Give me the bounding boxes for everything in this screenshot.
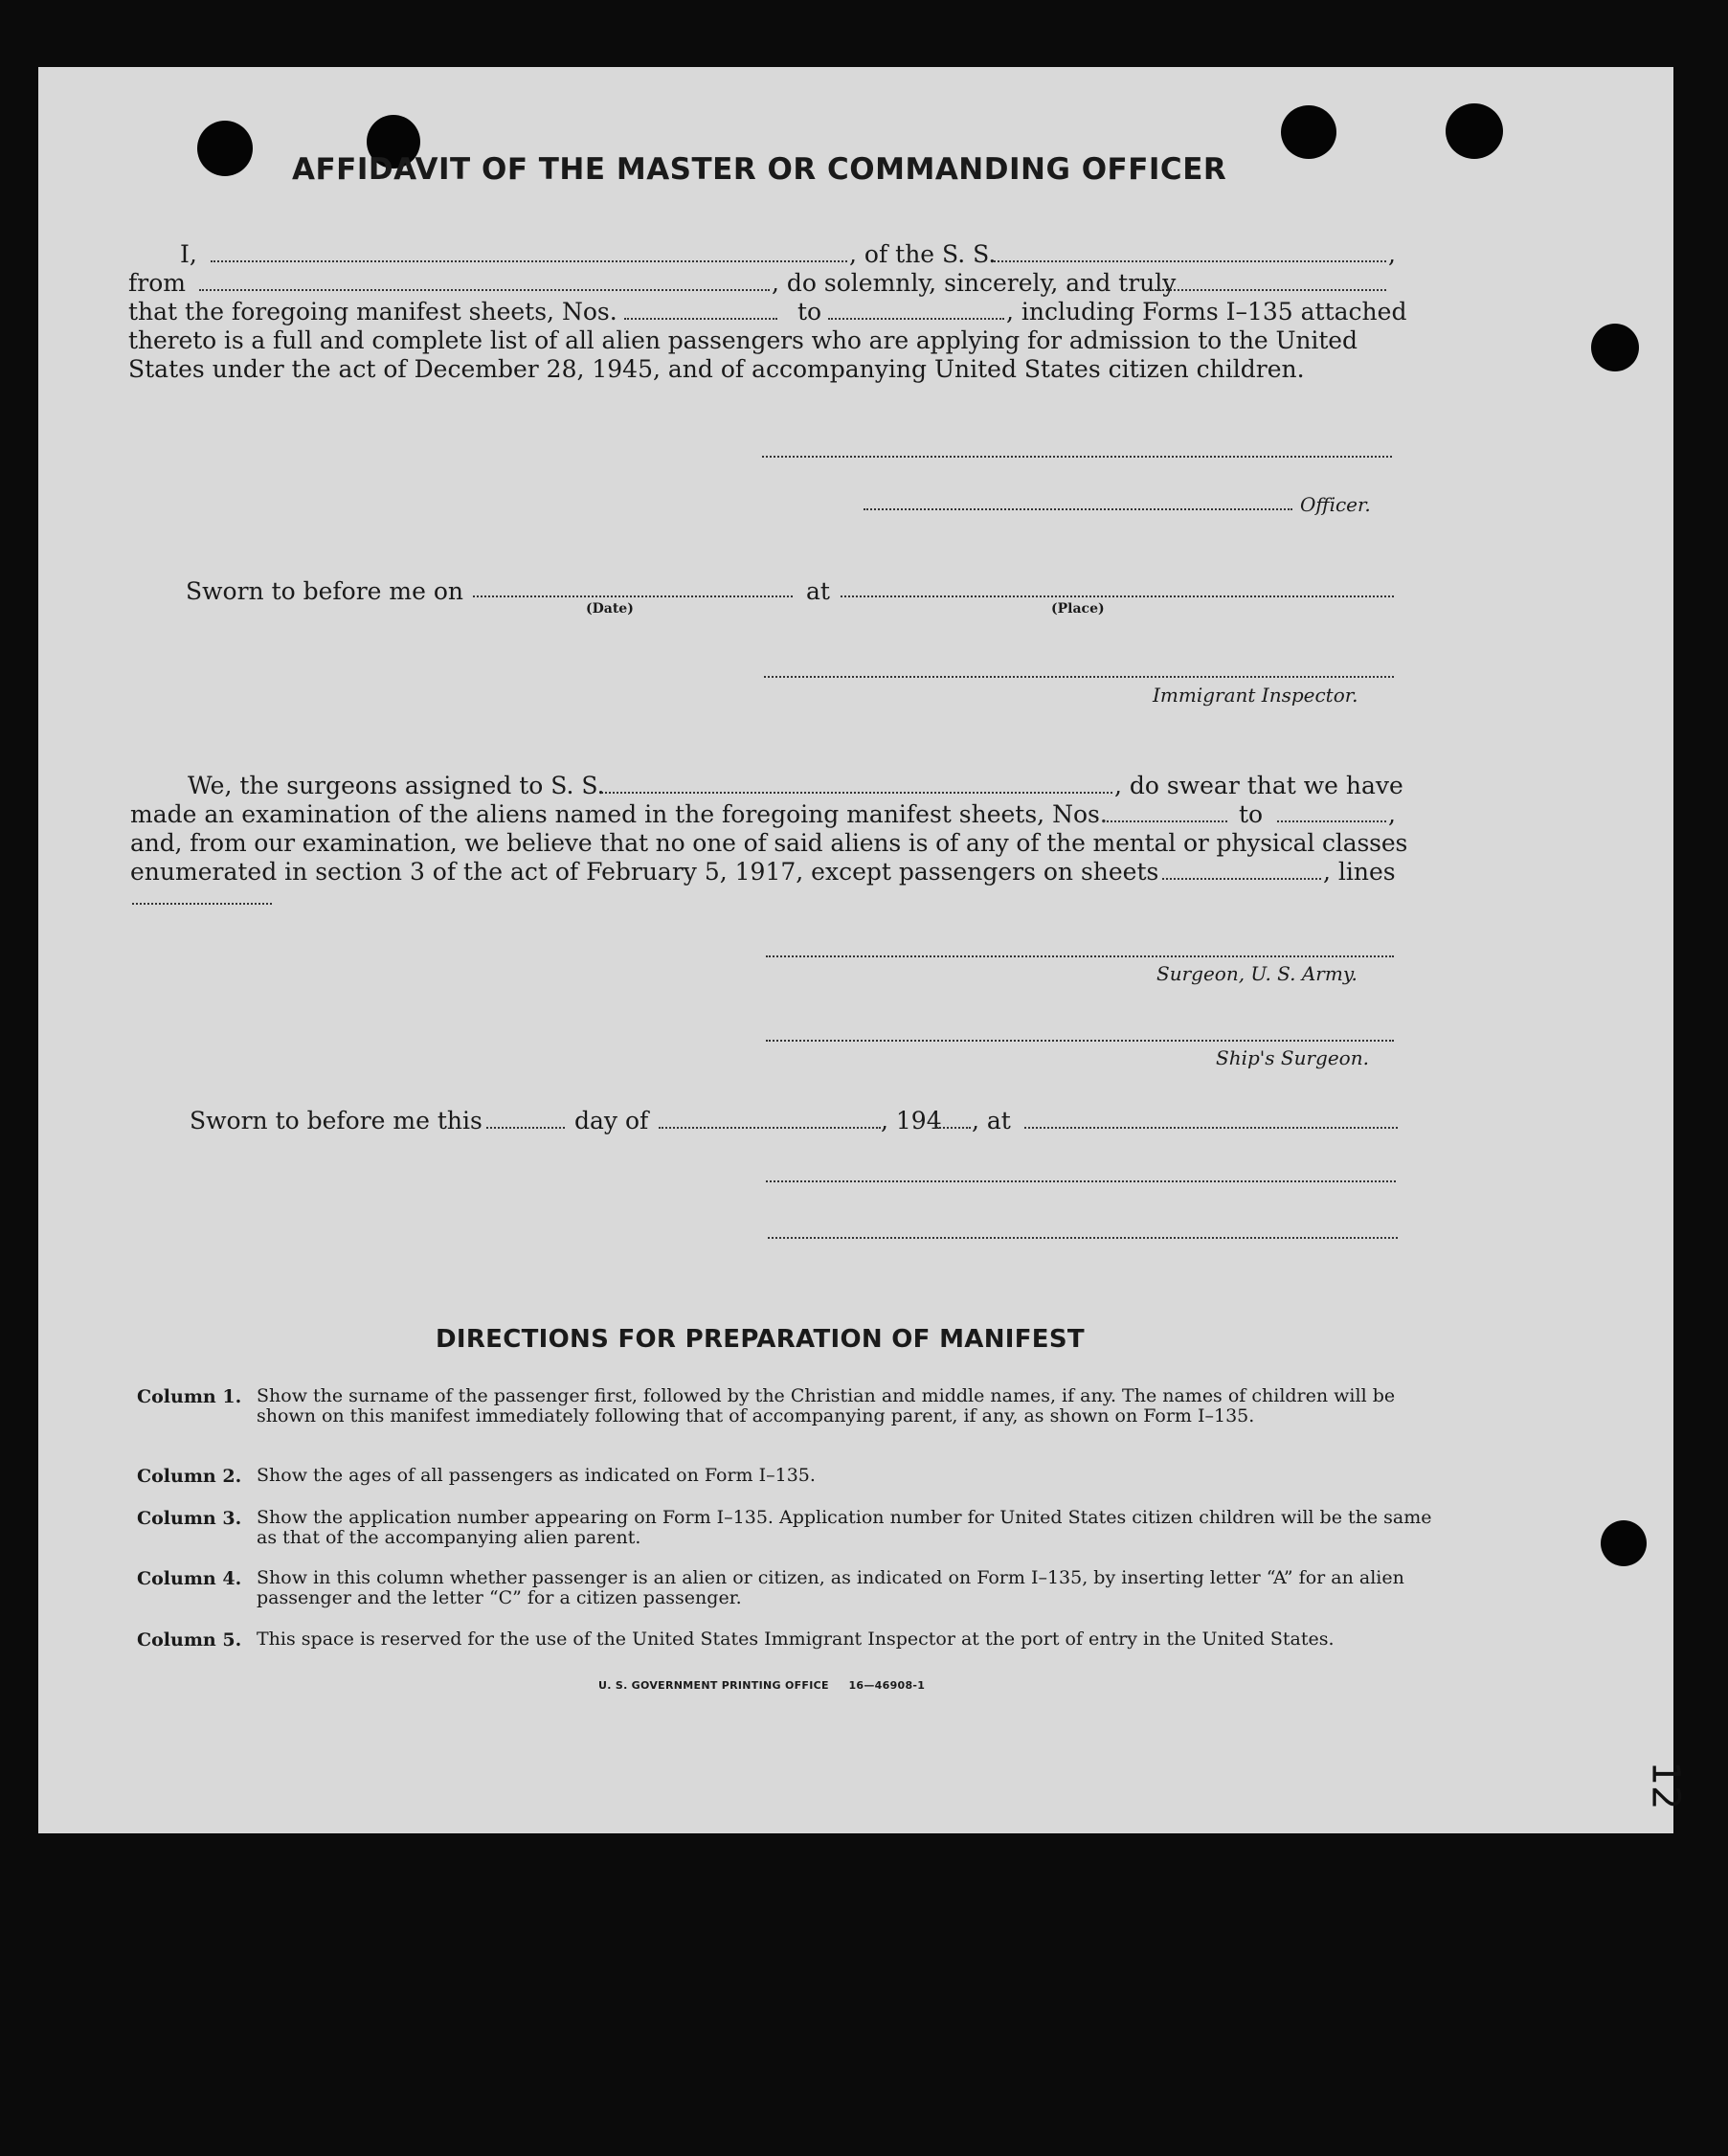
officer-label: Officer. [1300,493,1371,516]
surgeons-line1-swear: , do swear that we have [1114,772,1403,799]
direction-label: Column 5. [137,1629,242,1651]
sworn-year-prefix: , 194 [881,1107,942,1134]
surgeons-line3: and, from our examination, we believe that no one of said aliens is of any of the mental or physical classes [130,829,1408,857]
surgeons-line2-comma: , [1388,800,1396,828]
form-sheet [38,67,1688,1833]
affidavit-line1-ship: , of the S. S. [849,240,997,268]
affidavit-line1-start: I, [180,240,197,268]
punch-hole [1601,1520,1647,1566]
sworn-at-2: , at [972,1107,1011,1134]
affidavit-line3-to: to [797,298,822,326]
date-caption: (Date) [586,601,634,617]
affidavit-line3-sheets: that the foregoing manifest sheets, Nos. [128,298,617,326]
direction-text: Show in this column whether passenger is an alien or citizen, as indicated on Form I–135, by inserting letter “A” for an alien passenger and the letter “C” for a citizen passenger. [257,1567,1404,1608]
direction-label: Column 4. [137,1568,242,1589]
punch-hole [197,121,253,176]
direction-text: Show the application number appearing on Form I–135. Application number for United States citizen children will be the same as that of the accompanying alien parent. [257,1507,1432,1548]
sworn-at: at [806,577,830,605]
affidavit-line1-comma: , [1388,240,1396,268]
direction-label: Column 1. [137,1386,242,1407]
surgeons-line2: made an examination of the aliens named in the foregoing manifest sheets, Nos. [130,800,1108,828]
surgeons-sheet-to-field[interactable] [1277,820,1386,822]
sworn-place-field-2[interactable] [1024,1127,1398,1129]
direction-label: Column 2. [137,1466,242,1487]
printing-office-footer: U. S. GOVERNMENT PRINTING OFFICE 16—46908-1 [598,1679,926,1692]
master-name-field[interactable] [211,260,847,262]
officer-signature-line[interactable] [762,456,1392,458]
surgeons-ship-field[interactable] [601,792,1112,794]
line2-trailing-field[interactable] [1151,289,1386,291]
army-surgeon-signature-line[interactable] [766,955,1394,957]
surgeons-line4-lines: , lines [1323,858,1396,886]
army-surgeon-label: Surgeon, U. S. Army. [1156,962,1358,985]
sworn-day-of: day of [574,1107,649,1134]
sworn-year-field[interactable] [936,1127,971,1129]
ship-surgeon-signature-line[interactable] [766,1040,1394,1042]
direction-text: Show the surname of the passenger first, followed by the Christian and middle names, if any. The names of children will be shown on this manifest immediately following that of accompanying parent, if any, as shown on Form I–135. [257,1385,1396,1426]
punch-hole [1446,103,1503,159]
sheet-from-field[interactable] [624,318,777,320]
ship-name-field[interactable] [994,260,1386,262]
affidavit-line3-forms: , including Forms I–135 attached [1006,298,1407,326]
direction-label: Column 3. [137,1508,242,1529]
handwritten-mark: 12 [1643,1761,1688,1810]
direction-text: This space is reserved for the use of the United States Immigrant Inspector at the port of entry in the United States. [257,1628,1335,1650]
officer-title-line[interactable] [864,508,1292,510]
direction-text: Show the ages of all passengers as indicated on Form I–135. [257,1465,816,1486]
sworn-place-field[interactable] [841,595,1394,597]
except-lines-field[interactable] [132,903,272,905]
directions-title: DIRECTIONS FOR PREPARATION OF MANIFEST [436,1325,1085,1354]
from-port-field[interactable] [199,289,770,291]
sheet-to-field[interactable] [828,318,1004,320]
inspector-signature-line[interactable] [764,676,1394,678]
except-sheets-field[interactable] [1162,878,1321,880]
sworn-before-me-on: Sworn to before me on [186,577,464,605]
sworn-signature-line-2[interactable] [768,1237,1398,1239]
page-title: AFFIDAVIT OF THE MASTER OR COMMANDING OFFICER [292,152,1227,187]
punch-hole [1281,105,1336,159]
affidavit-line5: States under the act of December 28, 1945, and of accompanying United States citizen children. [128,355,1305,383]
affidavit-line2-swear: , do solemnly, sincerely, and truly [772,269,1177,297]
surgeons-line4: enumerated in section 3 of the act of February 5, 1917, except passengers on sheets [130,858,1159,886]
immigrant-inspector-label: Immigrant Inspector. [1153,684,1358,707]
ship-surgeon-label: Ship's Surgeon. [1216,1046,1369,1069]
sworn-day-field[interactable] [486,1127,565,1129]
surgeons-line1: We, the surgeons assigned to S. S. [188,772,605,799]
sworn-signature-line-1[interactable] [766,1180,1396,1182]
sworn-month-field[interactable] [659,1127,881,1129]
affidavit-line4: thereto is a full and complete list of all alien passengers who are applying for admission to the United [128,326,1358,354]
surgeons-sheet-from-field[interactable] [1103,820,1227,822]
sworn-this: Sworn to before me this [190,1107,482,1134]
place-caption: (Place) [1051,601,1105,617]
sworn-date-field[interactable] [473,595,793,597]
punch-hole [1591,324,1639,371]
affidavit-line2-from: from [128,269,186,297]
surgeons-line2-to: to [1239,800,1264,828]
